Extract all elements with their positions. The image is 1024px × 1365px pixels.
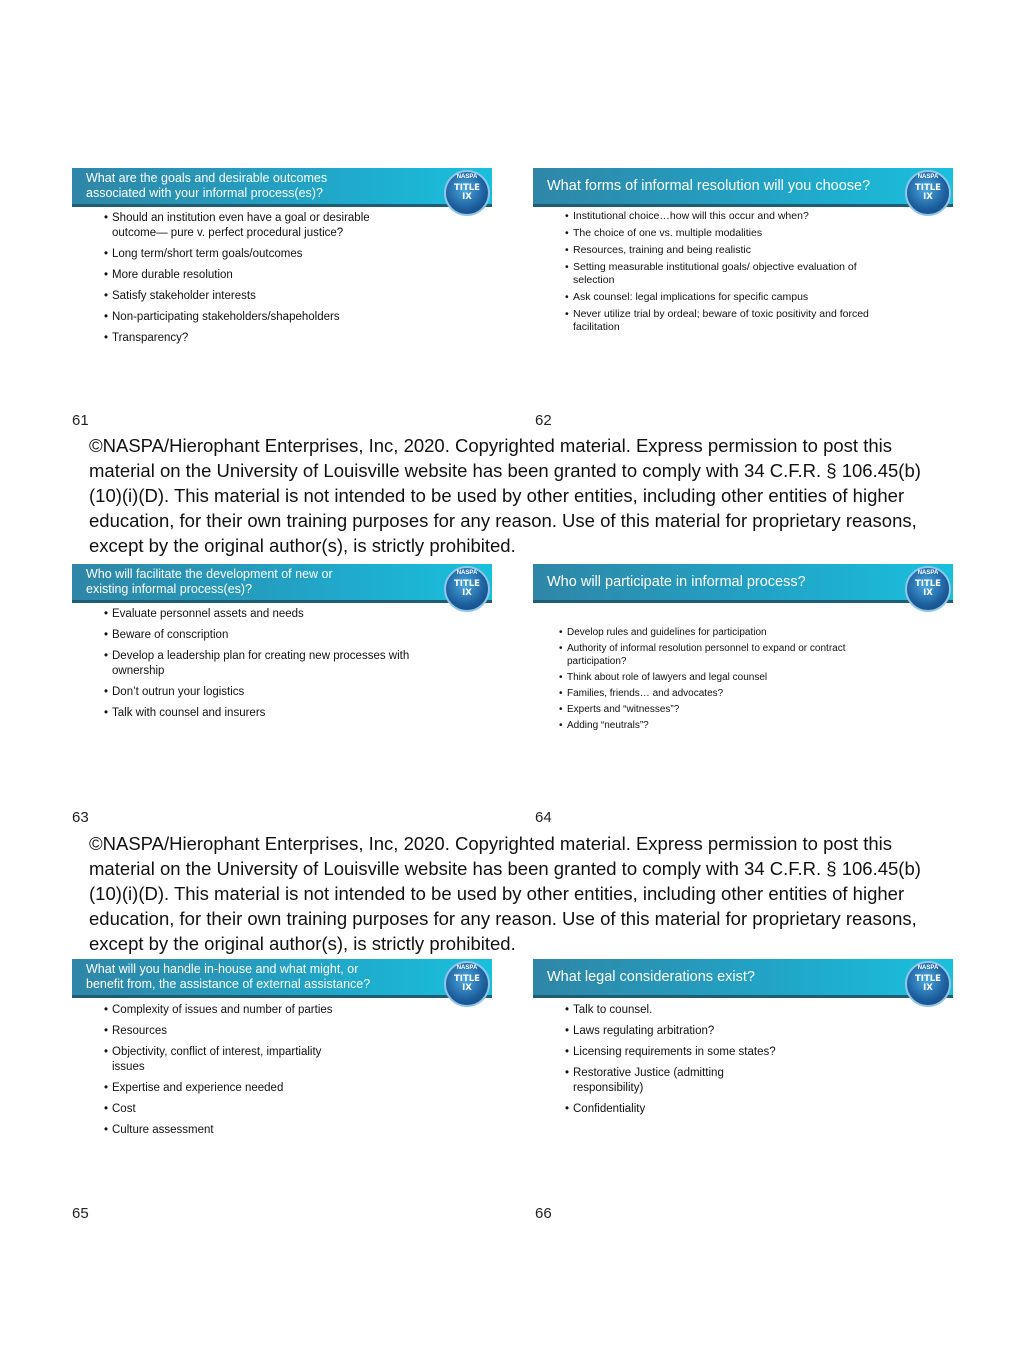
bullet-item: • Adding “neutrals”? [559,719,869,732]
bullet-item: • Ask counsel: legal implications for specific campus [565,291,905,304]
bullet-item: • Resources [104,1024,434,1039]
bullet-list [104,1003,434,1144]
bullet-item: • Beware of conscription [104,628,434,643]
bullet-item: • Authority of informal resolution personnel to expand or contract participation? [559,642,869,668]
slide-header [72,168,492,207]
bullet-item: • More durable resolution [104,268,434,283]
slide-header [533,959,953,998]
copyright-notice: ©NASPA/Hierophant Enterprises, Inc, 2020. Copyrighted material. Express permission to post this material on the University of Louisville website has been granted to comply with 34 C.F.R. § 106.45(b)(10)(i)(D). This material is not intended to be used by other entities, including other entities of higher education, for their own training purposes for any reason. Use of this material for proprietary reasons, except by the original author(s), is strictly prohibited. [89,435,921,556]
slide-number: 62 [535,412,552,429]
bullet-item: • Expertise and experience needed [104,1081,434,1096]
title-ix-badge-icon: NASPA TITLE IX [905,566,951,612]
title-ix-badge-icon: NASPA TITLE IX [905,961,951,1007]
slide-title: What are the goals and desirable outcomes associated with your informal process(es)? [86,171,328,200]
bullet-item: • Never utilize trial by ordeal; beware of toxic positivity and forced facilitation [565,308,905,334]
slide-header [533,168,953,207]
bullet-item: • Complexity of issues and number of parties [104,1003,434,1018]
slide-title: What legal considerations exist? [547,968,755,985]
slide-header [72,564,492,603]
bullet-item: • The choice of one vs. multiple modalities [565,227,905,240]
slide-62 [533,168,953,388]
bullet-list [565,210,905,338]
slide-number: 63 [72,809,89,826]
bullet-item: • Think about role of lawyers and legal counsel [559,671,869,684]
bullet-item: • Cost [104,1102,434,1117]
bullet-item: • Culture assessment [104,1123,434,1138]
slide-title: Who will participate in informal process? [547,573,806,590]
bullet-item: • Evaluate personnel assets and needs [104,607,434,622]
bullet-item: • Laws regulating arbitration? [565,1024,895,1039]
bullet-item: • Objectivity, conflict of interest, impartiality issues [104,1045,357,1075]
bullet-list [565,1003,895,1123]
slide-title: What forms of informal resolution will you choose? [547,177,871,194]
bullet-item: • Non-participating stakeholders/shapeholders [104,310,434,325]
bullet-item: • Develop rules and guidelines for participation [559,626,869,639]
slide-64 [533,564,953,784]
bullet-item: • Families, friends… and advocates? [559,687,869,700]
slide-title: What will you handle in-house and what might, or benefit from, the assistance of external assistance? [86,962,371,991]
bullet-item: • Institutional choice…how will this occur and when? [565,210,905,223]
bullet-item: • Licensing requirements in some states? [565,1045,895,1060]
bullet-list [559,626,869,735]
slide-65 [72,959,492,1179]
bullet-item: • Satisfy stakeholder interests [104,289,434,304]
slide-66 [533,959,953,1179]
title-ix-badge-icon: NASPA TITLE IX [444,170,490,216]
slide-63 [72,564,492,784]
title-ix-badge-icon: NASPA TITLE IX [444,566,490,612]
bullet-item: • Transparency? [104,331,434,346]
bullet-item: • Restorative Justice (admitting responsibility) [565,1066,753,1096]
title-ix-badge-icon: NASPA TITLE IX [905,170,951,216]
slide-header [72,959,492,998]
bullet-item: • Setting measurable institutional goals/ objective evaluation of selection [565,261,863,287]
slide-number: 66 [535,1205,552,1222]
slide-61 [72,168,492,388]
bullet-list [104,607,434,727]
slide-number: 61 [72,412,89,429]
bullet-item: • Develop a leadership plan for creating new processes with ownership [104,649,422,679]
bullet-item: • Resources, training and being realistic [565,244,905,257]
copyright-notice: ©NASPA/Hierophant Enterprises, Inc, 2020. Copyrighted material. Express permission to post this material on the University of Louisville website has been granted to comply with 34 C.F.R. § 106.45(b)(10)(i)(D). This material is not intended to be used by other entities, including other entities of higher education, for their own training purposes for any reason. Use of this material for proprietary reasons, except by the original author(s), is strictly prohibited. [89,833,921,954]
slide-header [533,564,953,603]
title-ix-badge-icon: NASPA TITLE IX [444,961,490,1007]
bullet-list [104,211,434,352]
bullet-item: • Should an institution even have a goal or desirable outcome— pure v. perfect procedural justice? [104,211,402,241]
bullet-item: • Experts and “witnesses”? [559,703,869,716]
slide-number: 65 [72,1205,89,1222]
bullet-item: • Long term/short term goals/outcomes [104,247,434,262]
slide-title: Who will facilitate the development of new or existing informal process(es)? [86,567,333,596]
bullet-item: • Don’t outrun your logistics [104,685,434,700]
slide-number: 64 [535,809,552,826]
bullet-item: • Talk with counsel and insurers [104,706,434,721]
bullet-item: • Confidentiality [565,1102,895,1117]
bullet-item: • Talk to counsel. [565,1003,895,1018]
